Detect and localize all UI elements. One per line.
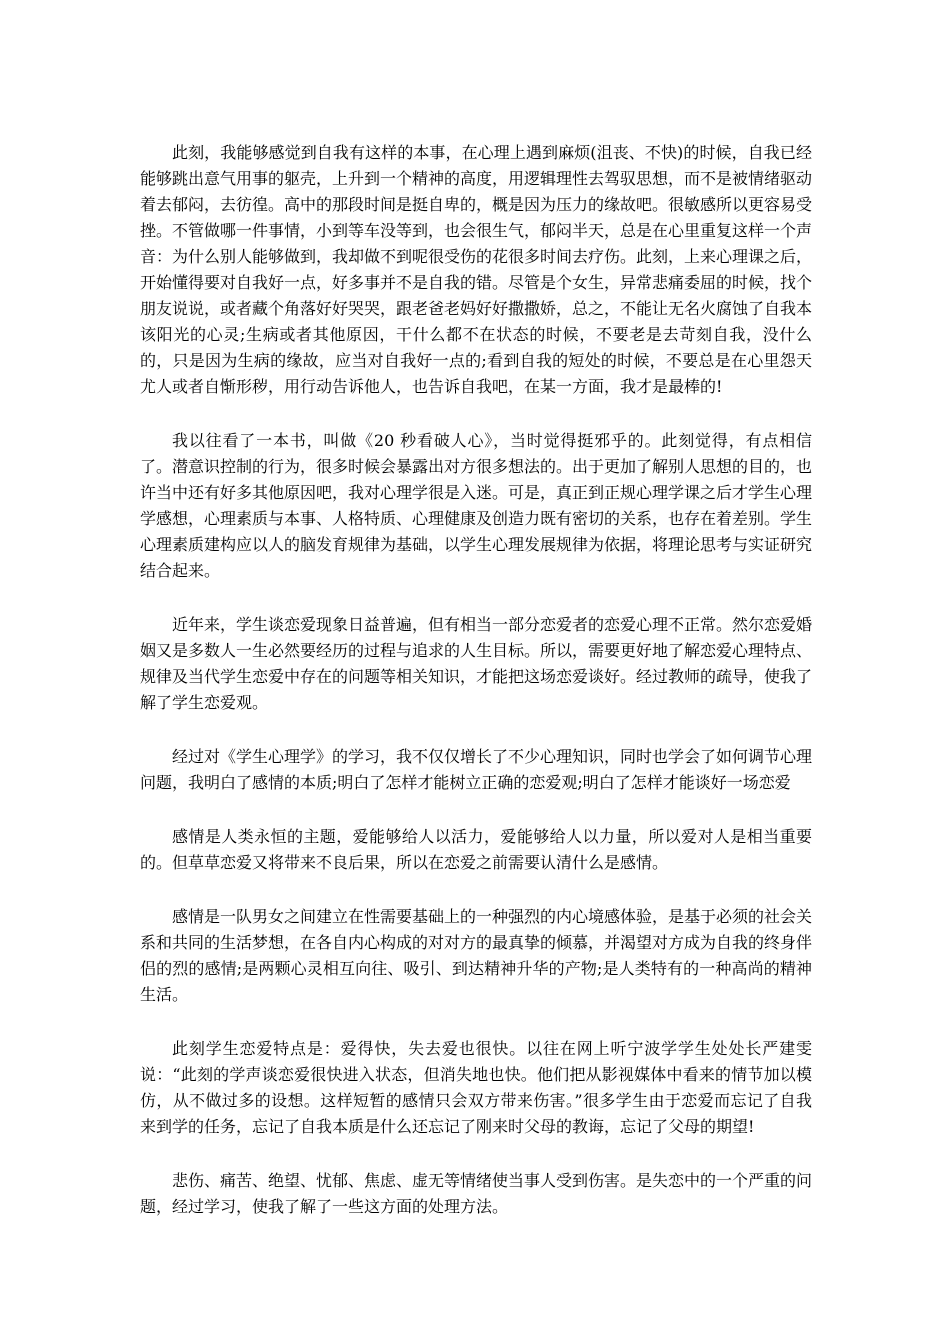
paragraph-6: 感情是一队男女之间建立在性需要基础上的一种强烈的内心境感体验，是基于必须的社会关系和共同的生活梦想，在各自内心构成的对对方的最真挚的倾慕，并渴望对方成为自我的终身伴侣的烈的感情;是两颗心灵相互向往、吸引、到达精神升华的产物;是人类特有的一种高尚的精神生活。: [140, 907, 813, 1004]
paragraph-2: 我以往看了一本书，叫做《20 秒看破人心》，当时觉得挺邪乎的。此刻觉得，有点相信了。潜意识控制的行为，很多时候会暴露出对方很多想法的。出于更加了解别人思想的目的，也许当中还有好多其他原因吧，我对心理学很是入迷。可是，真正到正规心理学课之后才学生心理学感想，心理素质与本事、人格特质、心理健康及创造力既有密切的关系，也存在着差别。学生心理素质建构应以人的脑发育规律为基础，以学生心理发展规律为依据，将理论思考与实证研究结合起来。: [140, 431, 813, 580]
paragraph-8: 悲伤、痛苦、绝望、忧郁、焦虑、虚无等情绪使当事人受到伤害。是失恋中的一个严重的问题，经过学习，使我了解了一些这方面的处理方法。: [140, 1171, 813, 1216]
paragraph-4: 经过对《学生心理学》的学习，我不仅仅增长了不少心理知识，同时也学会了如何调节心理问题，我明白了感情的本质;明白了怎样才能树立正确的恋爱观;明白了怎样才能谈好一场恋爱: [140, 747, 813, 792]
paragraph-3: 近年来，学生谈恋爱现象日益普遍，但有相当一部分恋爱者的恋爱心理不正常。然尔恋爱婚姻又是多数人一生必然要经历的过程与追求的人生目标。所以，需要更好地了解恋爱心理特点、规律及当代学生恋爱中存在的问题等相关知识，才能把这场恋爱谈好。经过教师的疏导，使我了解了学生恋爱观。: [140, 615, 813, 712]
paragraph-1: 此刻，我能够感觉到自我有这样的本事，在心理上遇到麻烦(沮丧、不快)的时候，自我已经能够跳出意气用事的躯壳，上升到一个精神的高度，用逻辑理性去驾驭思想，而不是被情绪驱动着去郁闷，去彷徨。高中的那段时间是挺自卑的，概是因为压力的缘故吧。很敏感所以更容易受挫。不管做哪一件事情，小到等车没等到，也会很生气，郁闷半天，总是在心里重复这样一个声音：为什么别人能够做到，我却做不到呢很受伤的花很多时间去疗伤。此刻，上来心理课之后，开始懂得要对自我好一点，好多事并不是自我的错。尽管是个女生，异常悲痛委屈的时候，找个朋友说说，或者藏个角落好好哭哭，跟老爸老妈好好撒撒娇，总之，不能让无名火腐蚀了自我本该阳光的心灵;生病或者其他原因，干什么都不在状态的时候，不要老是去苛刻自我，没什么的，只是因为生病的缘故，应当对自我好一点的;看到自我的短处的时候，不要总是在心里怨天尤人或者自惭形秽，用行动告诉他人，也告诉自我吧，在某一方面，我才是最棒的!: [140, 143, 813, 396]
paragraph-5: 感情是人类永恒的主题，爱能够给人以活力，爱能够给人以力量，所以爱对人是相当重要的。但草草恋爱又将带来不良后果，所以在恋爱之前需要认清什么是感情。: [140, 827, 812, 872]
document-page: [140, 140, 812, 1220]
paragraph-7: 此刻学生恋爱特点是：爱得快，失去爱也很快。以往在网上听宁波学学生处处长严建雯说：“此刻的学声谈恋爱很快进入状态，但消失地也快。他们把从影视媒体中看来的情节加以模仿，从不做过多的设想。这样短暂的感情只会双方带来伤害。”很多学生由于恋爱而忘记了自我来到学的任务，忘记了自我本质是什么还忘记了刚来时父母的教诲，忘记了父母的期望!: [140, 1039, 812, 1136]
